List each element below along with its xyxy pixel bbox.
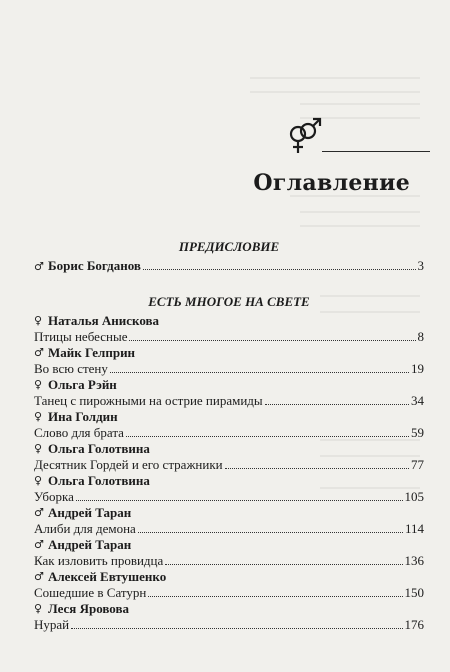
author-name: Ольга Голотвина: [48, 473, 150, 488]
toc-entry[interactable]: [34, 329, 424, 345]
female-icon: ♀: [34, 410, 43, 423]
author-line: [34, 345, 424, 361]
author-line: [34, 601, 424, 617]
toc-entry[interactable]: [34, 585, 424, 601]
author-name: Алексей Евтушенко: [48, 569, 167, 584]
author-name: Наталья Анискова: [48, 313, 160, 328]
male-icon: ♂: [34, 260, 44, 273]
page-number: 19: [411, 361, 424, 376]
work-title: Птицы небесные: [34, 329, 128, 344]
page-number: 176: [404, 617, 424, 632]
author-line: [34, 313, 424, 329]
section-title-main: ЕСТЬ МНОГОЕ НА СВЕТЕ: [148, 294, 310, 309]
page-number: 34: [411, 393, 424, 408]
author-line: [34, 409, 424, 425]
female-icon: ♀: [34, 442, 43, 455]
work-title: Алиби для демона: [34, 521, 136, 536]
toc-entry[interactable]: [34, 489, 424, 505]
section-title-preface: ПРЕДИСЛОВИЕ: [178, 239, 280, 254]
author-line: [34, 537, 424, 553]
dot-leader: [143, 269, 416, 270]
page-number: 150: [404, 585, 424, 600]
work-title: Десятник Гордей и его стражники: [34, 457, 223, 472]
author-line: [34, 505, 424, 521]
heading-rule: [322, 151, 430, 152]
author-line: [34, 473, 424, 489]
toc-entry[interactable]: [34, 553, 424, 569]
toc-entry[interactable]: [34, 457, 424, 473]
work-title: Слово для брата: [34, 425, 124, 440]
page-number: 8: [417, 329, 424, 344]
dot-leader: [225, 468, 409, 469]
work-title: Сошедшие в Сатурн: [34, 585, 147, 600]
dot-leader: [138, 532, 403, 533]
male-icon: ♂: [34, 506, 44, 519]
page-number: 105: [404, 489, 424, 504]
female-icon: ♀: [34, 314, 43, 327]
toc-entry[interactable]: [34, 425, 424, 441]
page-number: 77: [411, 457, 424, 472]
toc-entry[interactable]: [34, 258, 424, 274]
author-line: [34, 377, 424, 393]
male-icon: ♂: [34, 570, 44, 583]
female-icon: ♀: [34, 474, 43, 487]
author-name: Андрей Таран: [48, 537, 132, 552]
author-name: Ольга Рэйн: [48, 377, 117, 392]
work-title: Во всю стену: [34, 361, 108, 376]
author-line: [34, 569, 424, 585]
work-title: Танец с пирожными на острие пирамиды: [34, 393, 263, 408]
dot-leader: [165, 564, 402, 565]
page-number: 114: [404, 521, 424, 536]
dot-leader: [71, 628, 402, 629]
dot-leader: [129, 340, 415, 341]
work-title: Нурай: [34, 617, 70, 632]
author-line: [34, 441, 424, 457]
page-number: 59: [411, 425, 424, 440]
dot-leader: [126, 436, 409, 437]
female-icon: ♀: [34, 602, 43, 615]
author-name: Борис Богданов: [48, 258, 141, 273]
toc-entry[interactable]: [34, 361, 424, 377]
dot-leader: [148, 596, 402, 597]
toc-entry[interactable]: [34, 393, 424, 409]
table-of-contents: [34, 236, 424, 633]
author-name: Андрей Таран: [48, 505, 132, 520]
author-name: Ина Голдин: [48, 409, 118, 424]
author-name: Леся Яровова: [48, 601, 130, 616]
male-icon: ♂: [34, 538, 44, 551]
page-number: 136: [404, 553, 424, 568]
male-icon: ♂: [34, 346, 44, 359]
dot-leader: [76, 500, 403, 501]
work-title: Уборка: [34, 489, 74, 504]
author-name: Ольга Голотвина: [48, 441, 150, 456]
author-name: Майк Гелприн: [48, 345, 136, 360]
work-title: Как изловить провидца: [34, 553, 164, 568]
dot-leader: [265, 404, 409, 405]
dot-leader: [110, 372, 409, 373]
female-icon: ♀: [34, 378, 43, 391]
gender-symbols-emblem: [286, 116, 324, 156]
toc-entry[interactable]: [34, 521, 424, 537]
page-title: Оглавление: [253, 170, 410, 196]
page-number: 3: [417, 258, 424, 273]
toc-entry[interactable]: [34, 617, 424, 633]
